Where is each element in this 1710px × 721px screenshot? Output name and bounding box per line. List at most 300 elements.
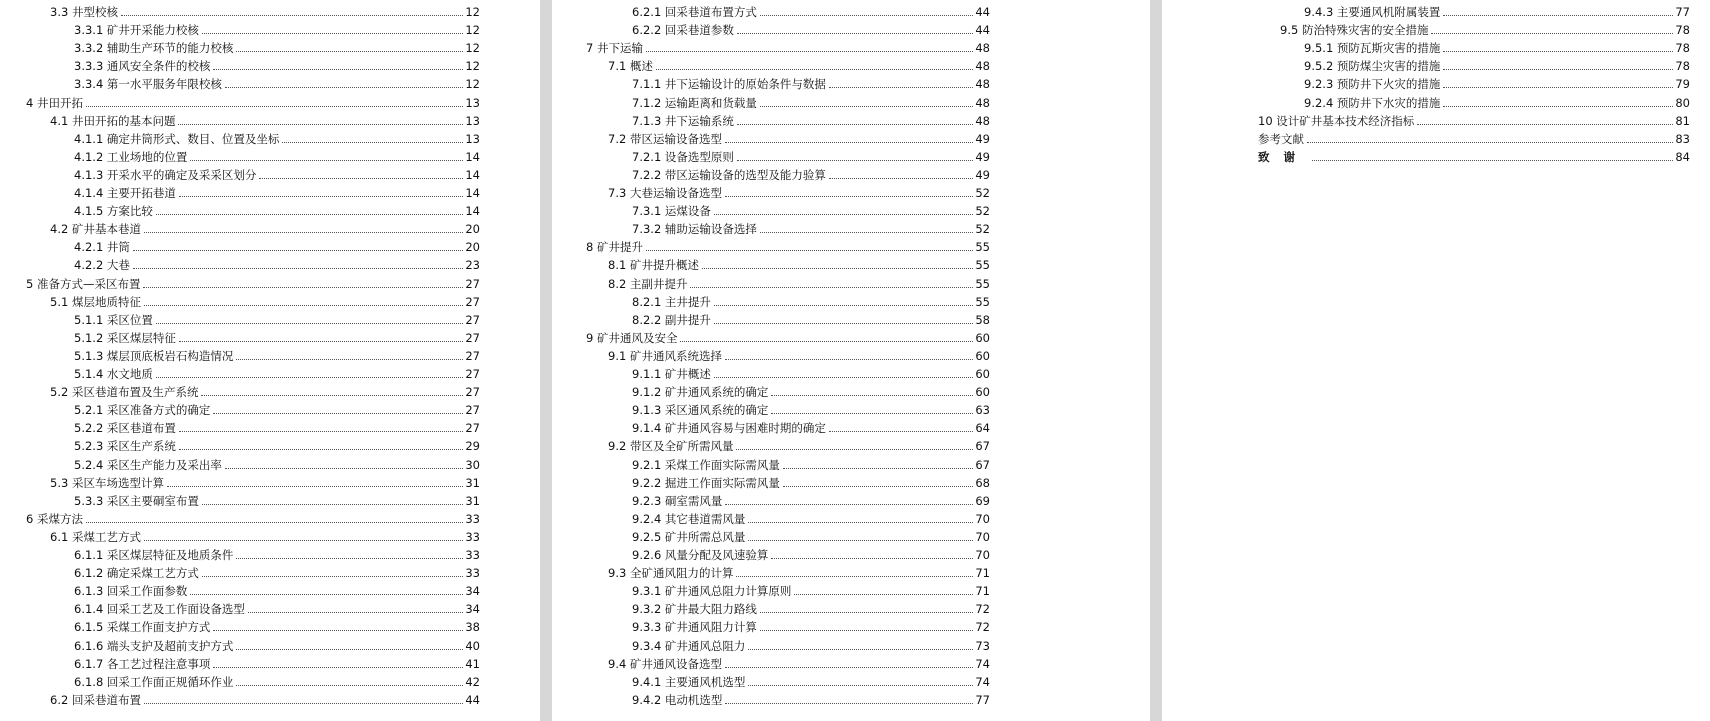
toc-page-number: 13 — [465, 95, 480, 110]
toc-leader-dots — [1443, 69, 1673, 70]
toc-page-number: 31 — [465, 493, 480, 508]
toc-leader-dots — [829, 178, 973, 179]
toc-page-number: 12 — [465, 59, 480, 74]
toc-page-number: 27 — [465, 421, 480, 436]
toc-page-number: 34 — [465, 602, 480, 617]
toc-entry[interactable] — [1304, 37, 1690, 55]
toc-entry-title: 5.3 采区车场选型计算 — [50, 475, 164, 490]
toc-page-number: 44 — [975, 23, 990, 38]
toc-page-number: 60 — [975, 348, 990, 363]
toc-page-number: 34 — [465, 584, 480, 599]
toc-entry[interactable] — [74, 454, 480, 472]
toc-page-number: 79 — [1675, 77, 1690, 92]
toc-leader-dots — [178, 124, 463, 125]
toc-entry-title: 4.1.1 确定井筒形式、数目、位置及坐标 — [74, 131, 280, 146]
toc-leader-dots — [748, 649, 973, 650]
toc-entry-title: 4.2 矿井基本巷道 — [50, 222, 141, 237]
toc-entry[interactable] — [50, 472, 480, 490]
toc-page-number: 48 — [975, 77, 990, 92]
toc-entry[interactable] — [632, 454, 990, 472]
toc-leader-dots — [737, 160, 973, 161]
toc-page-number: 49 — [975, 149, 990, 164]
toc-entry-title: 9.1.2 矿井通风系统的确定 — [632, 385, 769, 400]
toc-page-number: 52 — [975, 222, 990, 237]
toc-entry[interactable] — [632, 110, 990, 128]
toc-leader-dots — [760, 232, 973, 233]
toc-entry[interactable] — [632, 508, 990, 526]
toc-entry-title: 9.1.3 采区通风系统的确定 — [632, 403, 769, 418]
toc-entry[interactable] — [608, 182, 990, 200]
toc-entry-title: 7.1.1 井下运输设计的原始条件与数据 — [632, 77, 826, 92]
toc-entry-title: 7.3.1 运煤设备 — [632, 204, 711, 219]
toc-entry[interactable] — [74, 236, 480, 254]
toc-entry-title: 9.3.4 矿井通风总阻力 — [632, 638, 746, 653]
toc-entry[interactable] — [74, 616, 480, 634]
toc-entry[interactable] — [632, 218, 990, 236]
toc-leader-dots — [213, 630, 463, 631]
toc-entry-title: 9.2.4 其它巷道需风量 — [632, 511, 746, 526]
toc-page-number: 13 — [465, 131, 480, 146]
toc-entry-title: 9.2.2 掘进工作面实际需风量 — [632, 475, 780, 490]
toc-entry[interactable] — [26, 273, 480, 291]
toc-page-number: 77 — [1675, 5, 1690, 19]
toc-entry-title: 9.1.4 矿井通风容易与困难时期的确定 — [632, 421, 826, 436]
toc-entry-title: 9.2.3 硐室需风量 — [632, 493, 723, 508]
toc-entry[interactable] — [632, 580, 990, 598]
toc-entry[interactable] — [1304, 1, 1690, 19]
toc-leader-dots — [248, 612, 463, 613]
toc-entry-title: 9.2.3 预防井下火灾的措施 — [1304, 77, 1441, 92]
toc-leader-dots — [121, 15, 463, 16]
toc-page-number: 78 — [1675, 41, 1690, 56]
toc-leader-dots — [202, 504, 463, 505]
toc-leader-dots — [771, 413, 973, 414]
toc-leader-dots — [736, 449, 973, 450]
toc-entry[interactable] — [632, 146, 990, 164]
toc-page-number: 52 — [975, 204, 990, 219]
toc-leader-dots — [680, 341, 973, 342]
toc-entry[interactable] — [586, 236, 990, 254]
toc-leader-dots — [236, 359, 463, 360]
toc-entry-title: 5.2.3 采区生产系统 — [74, 439, 176, 454]
toc-page-number: 29 — [465, 439, 480, 454]
toc-leader-dots — [156, 323, 463, 324]
toc-page-number: 81 — [1675, 113, 1690, 128]
toc-entry-title: 4 井田开拓 — [26, 95, 83, 110]
toc-page-number: 63 — [975, 403, 990, 418]
toc-page-number: 27 — [465, 294, 480, 309]
toc-entry[interactable] — [632, 544, 990, 562]
toc-page-number: 72 — [975, 602, 990, 617]
toc-entry[interactable] — [50, 689, 480, 707]
toc-entry-title: 3.3.2 辅助生产环节的能力校核 — [74, 41, 234, 56]
toc-entry[interactable] — [608, 55, 990, 73]
toc-entry-title: 7.1.2 运输距离和货载量 — [632, 95, 757, 110]
toc-page-number: 44 — [975, 5, 990, 19]
toc-leader-dots — [714, 214, 973, 215]
toc-page-number: 33 — [465, 529, 480, 544]
toc-page-number: 60 — [975, 367, 990, 381]
toc-leader-dots — [760, 15, 973, 16]
toc-entry[interactable] — [74, 580, 480, 598]
toc-leader-dots — [213, 69, 463, 70]
toc-entry-title: 8 矿井提升 — [586, 240, 643, 255]
toc-entry-title: 3.3.3 通风安全条件的校核 — [74, 59, 211, 74]
toc-page-number: 70 — [975, 511, 990, 526]
toc-page-number: 38 — [465, 620, 480, 635]
toc-entry-title: 6.1.4 回采工艺及工作面设备选型 — [74, 602, 245, 617]
toc-entry-title: 5.3.3 采区主要硐室布置 — [74, 493, 199, 508]
toc-leader-dots — [202, 576, 463, 577]
toc-entry[interactable] — [608, 435, 990, 453]
toc-page-number: 48 — [975, 41, 990, 56]
toc-page-number: 12 — [465, 23, 480, 38]
toc-leader-dots — [1307, 142, 1673, 143]
toc-entry[interactable] — [632, 635, 990, 653]
toc-page-number: 67 — [975, 457, 990, 472]
toc-entry-title: 9.4.3 主要通风机附属装置 — [1304, 5, 1441, 19]
toc-entry-title: 9 矿井通风及安全 — [586, 330, 678, 345]
toc-entry[interactable] — [74, 200, 480, 218]
toc-entry[interactable] — [74, 345, 480, 363]
toc-page-number: 12 — [465, 41, 480, 56]
toc-entry[interactable] — [74, 417, 480, 435]
toc-leader-dots — [236, 51, 463, 52]
toc-page-number: 55 — [975, 240, 990, 255]
toc-page-number: 27 — [465, 403, 480, 418]
toc-entry-title: 4.1.5 方案比较 — [74, 204, 153, 219]
toc-page-number: 33 — [465, 566, 480, 581]
toc-leader-dots — [202, 33, 463, 34]
toc-page-number: 78 — [1675, 23, 1690, 38]
toc-entry-title: 9.3.2 矿井最大阻力路线 — [632, 602, 757, 617]
toc-entry[interactable] — [608, 273, 990, 291]
toc-page-number: 12 — [465, 77, 480, 92]
toc-page-number: 67 — [975, 439, 990, 454]
toc-leader-dots — [133, 250, 463, 251]
toc-entry-title: 4.1 井田开拓的基本问题 — [50, 113, 176, 128]
toc-entry[interactable] — [632, 1, 990, 19]
toc-page-number: 27 — [465, 385, 480, 400]
toc-entry-title: 6.1.6 端头支护及超前支护方式 — [74, 638, 234, 653]
toc-entry[interactable] — [632, 381, 990, 399]
toc-entry[interactable] — [74, 653, 480, 671]
toc-leader-dots — [748, 685, 973, 686]
toc-entry[interactable] — [74, 55, 480, 73]
toc-page-number: 41 — [465, 656, 480, 671]
toc-leader-dots — [156, 214, 463, 215]
toc-leader-dots — [725, 142, 973, 143]
toc-page-number: 60 — [975, 330, 990, 345]
toc-page-number: 78 — [1675, 59, 1690, 74]
toc-entry[interactable] — [1280, 19, 1690, 37]
toc-entry[interactable] — [632, 92, 990, 110]
toc-page-number: 12 — [465, 5, 480, 19]
toc-leader-dots — [646, 250, 973, 251]
toc-entry-title: 7.2.1 设备选型原则 — [632, 149, 734, 164]
toc-entry-title: 7.1.3 井下运输系统 — [632, 113, 734, 128]
toc-page-number: 33 — [465, 548, 480, 562]
toc-entry-title: 9.2.6 风量分配及风速验算 — [632, 548, 769, 562]
toc-entry-title: 9.2.1 采煤工作面实际需风量 — [632, 457, 780, 472]
toc-leader-dots — [725, 359, 973, 360]
toc-entry[interactable] — [1304, 73, 1690, 91]
toc-leader-dots — [714, 305, 973, 306]
toc-entry[interactable] — [608, 254, 990, 272]
toc-entry-title: 9.3.3 矿井通风阻力计算 — [632, 620, 757, 635]
toc-page-number: 40 — [465, 638, 480, 653]
toc-leader-dots — [236, 558, 463, 559]
toc-entry-title: 6.1 采煤工艺方式 — [50, 529, 141, 544]
toc-leader-dots — [1312, 160, 1673, 161]
toc-entry[interactable] — [586, 37, 990, 55]
toc-entry[interactable] — [50, 291, 480, 309]
toc-entry[interactable] — [632, 490, 990, 508]
toc-entry[interactable] — [74, 598, 480, 616]
toc-entry[interactable] — [74, 562, 480, 580]
toc-entry[interactable] — [74, 671, 480, 689]
toc-entry-title: 参考文献 — [1258, 131, 1304, 146]
toc-entry[interactable] — [50, 110, 480, 128]
toc-entry[interactable] — [632, 73, 990, 91]
toc-leader-dots — [167, 486, 463, 487]
toc-entry[interactable] — [632, 19, 990, 37]
toc-entry-title: 9.4.2 电动机选型 — [632, 692, 723, 707]
toc-entry[interactable] — [74, 435, 480, 453]
toc-page-number: 27 — [465, 312, 480, 327]
toc-page-number: 55 — [975, 294, 990, 309]
toc-entry-title: 5 准备方式—采区布置 — [26, 276, 141, 291]
toc-entry-title: 5.1.1 采区位置 — [74, 312, 153, 327]
toc-leader-dots — [829, 87, 973, 88]
toc-entry[interactable] — [632, 472, 990, 490]
toc-entry-title: 3.3 井型校核 — [50, 5, 118, 19]
toc-entry-title: 9.5.2 预防煤尘灾害的措施 — [1304, 59, 1441, 74]
toc-entry[interactable] — [74, 73, 480, 91]
toc-entry-title: 6.1.8 回采工作面正规循环作业 — [74, 674, 234, 689]
toc-entry[interactable] — [74, 635, 480, 653]
toc-leader-dots — [829, 431, 973, 432]
toc-entry-title: 3.3.4 第一水平服务年限校核 — [74, 77, 222, 92]
toc-entry[interactable] — [632, 164, 990, 182]
toc-entry-title: 9.3 全矿通风阻力的计算 — [608, 566, 734, 581]
toc-entry-title: 8.1 矿井提升概述 — [608, 258, 699, 273]
toc-leader-dots — [760, 630, 973, 631]
toc-entry-title: 5.2.1 采区准备方式的确定 — [74, 403, 211, 418]
toc-entry[interactable] — [632, 291, 990, 309]
toc-page-number: 70 — [975, 548, 990, 562]
toc-entry-title: 9.2.5 矿井所需总风量 — [632, 529, 746, 544]
toc-leader-dots — [725, 504, 973, 505]
toc-page-number: 49 — [975, 167, 990, 182]
toc-entry[interactable] — [74, 309, 480, 327]
toc-entry-title: 8.2 主副井提升 — [608, 276, 688, 291]
toc-page-number: 48 — [975, 95, 990, 110]
toc-entry[interactable] — [1304, 92, 1690, 110]
toc-entry-title: 9.3.1 矿井通风总阻力计算原则 — [632, 584, 792, 599]
toc-leader-dots — [143, 287, 463, 288]
toc-page-number: 74 — [975, 674, 990, 689]
toc-entry[interactable] — [74, 490, 480, 508]
toc-page-number: 80 — [1675, 95, 1690, 110]
toc-page-number: 20 — [465, 240, 480, 255]
toc-page-number: 83 — [1675, 131, 1690, 146]
toc-page-number: 14 — [465, 167, 480, 182]
toc-entry[interactable] — [632, 417, 990, 435]
toc-entry[interactable] — [74, 182, 480, 200]
toc-leader-dots — [725, 196, 973, 197]
toc-entry-title: 5.1.3 煤层顶底板岩石构造情况 — [74, 348, 234, 363]
toc-leader-dots — [771, 395, 973, 396]
toc-page-number: 77 — [975, 692, 990, 707]
toc-entry-title: 4.2.2 大巷 — [74, 258, 130, 273]
toc-leader-dots — [86, 106, 463, 107]
toc-entry-title: 4.2.1 井筒 — [74, 240, 130, 255]
toc-entry[interactable] — [1258, 110, 1690, 128]
toc-entry-title: 7.1 概述 — [608, 59, 653, 74]
toc-entry[interactable] — [26, 508, 480, 526]
toc-entry[interactable] — [632, 598, 990, 616]
toc-leader-dots — [236, 685, 463, 686]
toc-entry-title: 致谢 — [1258, 149, 1309, 164]
toc-leader-dots — [760, 612, 973, 613]
toc-entry[interactable] — [50, 1, 480, 19]
toc-page-number: 30 — [465, 457, 480, 472]
toc-entry[interactable] — [608, 562, 990, 580]
toc-entry-title: 6.1.7 各工艺过程注意事项 — [74, 656, 211, 671]
toc-page-number: 68 — [975, 475, 990, 490]
toc-entry-title: 5.1 煤层地质特征 — [50, 294, 141, 309]
toc-entry[interactable] — [74, 363, 480, 381]
toc-page-number: 70 — [975, 529, 990, 544]
toc-leader-dots — [783, 486, 973, 487]
toc-leader-dots — [86, 522, 463, 523]
toc-entry[interactable] — [1258, 146, 1690, 164]
toc-leader-dots — [201, 395, 463, 396]
toc-entry-title: 6.1.5 采煤工作面支护方式 — [74, 620, 211, 635]
toc-entry[interactable] — [586, 327, 990, 345]
toc-leader-dots — [702, 268, 973, 269]
toc-leader-dots — [179, 449, 463, 450]
toc-page-number: 55 — [975, 258, 990, 273]
toc-entry[interactable] — [74, 164, 480, 182]
toc-page-number: 74 — [975, 656, 990, 671]
toc-entry-title: 5.2.4 采区生产能力及采出率 — [74, 457, 222, 472]
toc-leader-dots — [1417, 124, 1673, 125]
toc-entry-title: 6.1.1 采区煤层特征及地质条件 — [74, 548, 234, 562]
toc-leader-dots — [1443, 106, 1673, 107]
toc-leader-dots — [1443, 15, 1673, 16]
toc-entry[interactable] — [632, 526, 990, 544]
toc-entry-title: 9.2 带区及全矿所需风量 — [608, 439, 734, 454]
toc-entry-title: 4.1.4 主要开拓巷道 — [74, 186, 176, 200]
toc-entry[interactable] — [74, 399, 480, 417]
toc-entry-title: 5.1.4 水文地质 — [74, 367, 153, 381]
toc-entry[interactable] — [74, 146, 480, 164]
toc-leader-dots — [213, 413, 463, 414]
toc-entry[interactable] — [608, 345, 990, 363]
toc-entry-title: 4.1.3 开采水平的确定及采采区划分 — [74, 167, 257, 182]
toc-entry[interactable] — [74, 254, 480, 272]
toc-entry-title: 6.2 回采巷道布置 — [50, 692, 141, 707]
toc-entry[interactable] — [26, 92, 480, 110]
toc-entry[interactable] — [632, 671, 990, 689]
toc-entry[interactable] — [632, 689, 990, 707]
toc-leader-dots — [714, 377, 973, 378]
toc-entry[interactable] — [1304, 55, 1690, 73]
toc-entry-title: 6.1.2 确定采煤工艺方式 — [74, 566, 199, 581]
toc-entry[interactable] — [1258, 128, 1690, 146]
toc-entry[interactable] — [632, 363, 990, 381]
toc-page-number: 20 — [465, 222, 480, 237]
toc-entry[interactable] — [632, 399, 990, 417]
toc-leader-dots — [144, 540, 463, 541]
toc-entry[interactable] — [608, 128, 990, 146]
toc-entry-title: 8.2.2 副井提升 — [632, 312, 711, 327]
toc-leader-dots — [1443, 51, 1673, 52]
toc-leader-dots — [144, 232, 463, 233]
toc-entry[interactable] — [74, 19, 480, 37]
toc-entry[interactable] — [74, 544, 480, 562]
toc-leader-dots — [179, 196, 463, 197]
toc-page-number: 71 — [975, 584, 990, 599]
toc-entry-title: 7 井下运输 — [586, 41, 643, 56]
toc-page-number: 23 — [465, 258, 480, 273]
toc-page-number: 31 — [465, 475, 480, 490]
toc-entry-title: 6.1.3 回采工作面参数 — [74, 584, 188, 599]
toc-entry-title: 8.2.1 主井提升 — [632, 294, 711, 309]
toc-leader-dots — [133, 268, 463, 269]
toc-leader-dots — [190, 160, 463, 161]
toc-entry-title: 4.1.2 工业场地的位置 — [74, 149, 188, 164]
toc-page-1 — [0, 0, 540, 721]
toc-page-number: 44 — [465, 692, 480, 707]
toc-page-number: 27 — [465, 330, 480, 345]
toc-leader-dots — [156, 377, 463, 378]
toc-page-number: 60 — [975, 385, 990, 400]
toc-entry[interactable] — [50, 526, 480, 544]
toc-entry[interactable] — [50, 218, 480, 236]
toc-entry[interactable] — [632, 200, 990, 218]
toc-leader-dots — [225, 468, 463, 469]
toc-entry[interactable] — [74, 37, 480, 55]
toc-entry[interactable] — [50, 381, 480, 399]
toc-entry-title: 5.1.2 采区煤层特征 — [74, 330, 176, 345]
toc-leader-dots — [725, 703, 973, 704]
toc-page-2 — [552, 0, 1150, 721]
toc-page-number: 49 — [975, 131, 990, 146]
toc-page-number: 48 — [975, 113, 990, 128]
toc-leader-dots — [179, 431, 463, 432]
toc-entry[interactable] — [632, 309, 990, 327]
page-gap — [540, 0, 552, 721]
toc-leader-dots — [760, 106, 973, 107]
toc-entry[interactable] — [74, 128, 480, 146]
toc-entry-title: 9.4.1 主要通风机选型 — [632, 674, 746, 689]
toc-entry[interactable] — [632, 616, 990, 634]
toc-entry-title: 10 设计矿井基本技术经济指标 — [1258, 113, 1415, 128]
toc-leader-dots — [144, 305, 463, 306]
toc-entry-title: 7.2 带区运输设备选型 — [608, 131, 722, 146]
toc-leader-dots — [737, 33, 973, 34]
toc-leader-dots — [748, 522, 973, 523]
toc-page-number: 42 — [465, 674, 480, 689]
page-gap — [1150, 0, 1162, 721]
toc-entry[interactable] — [608, 653, 990, 671]
toc-entry[interactable] — [74, 327, 480, 345]
toc-page-number: 72 — [975, 620, 990, 635]
toc-leader-dots — [737, 124, 973, 125]
